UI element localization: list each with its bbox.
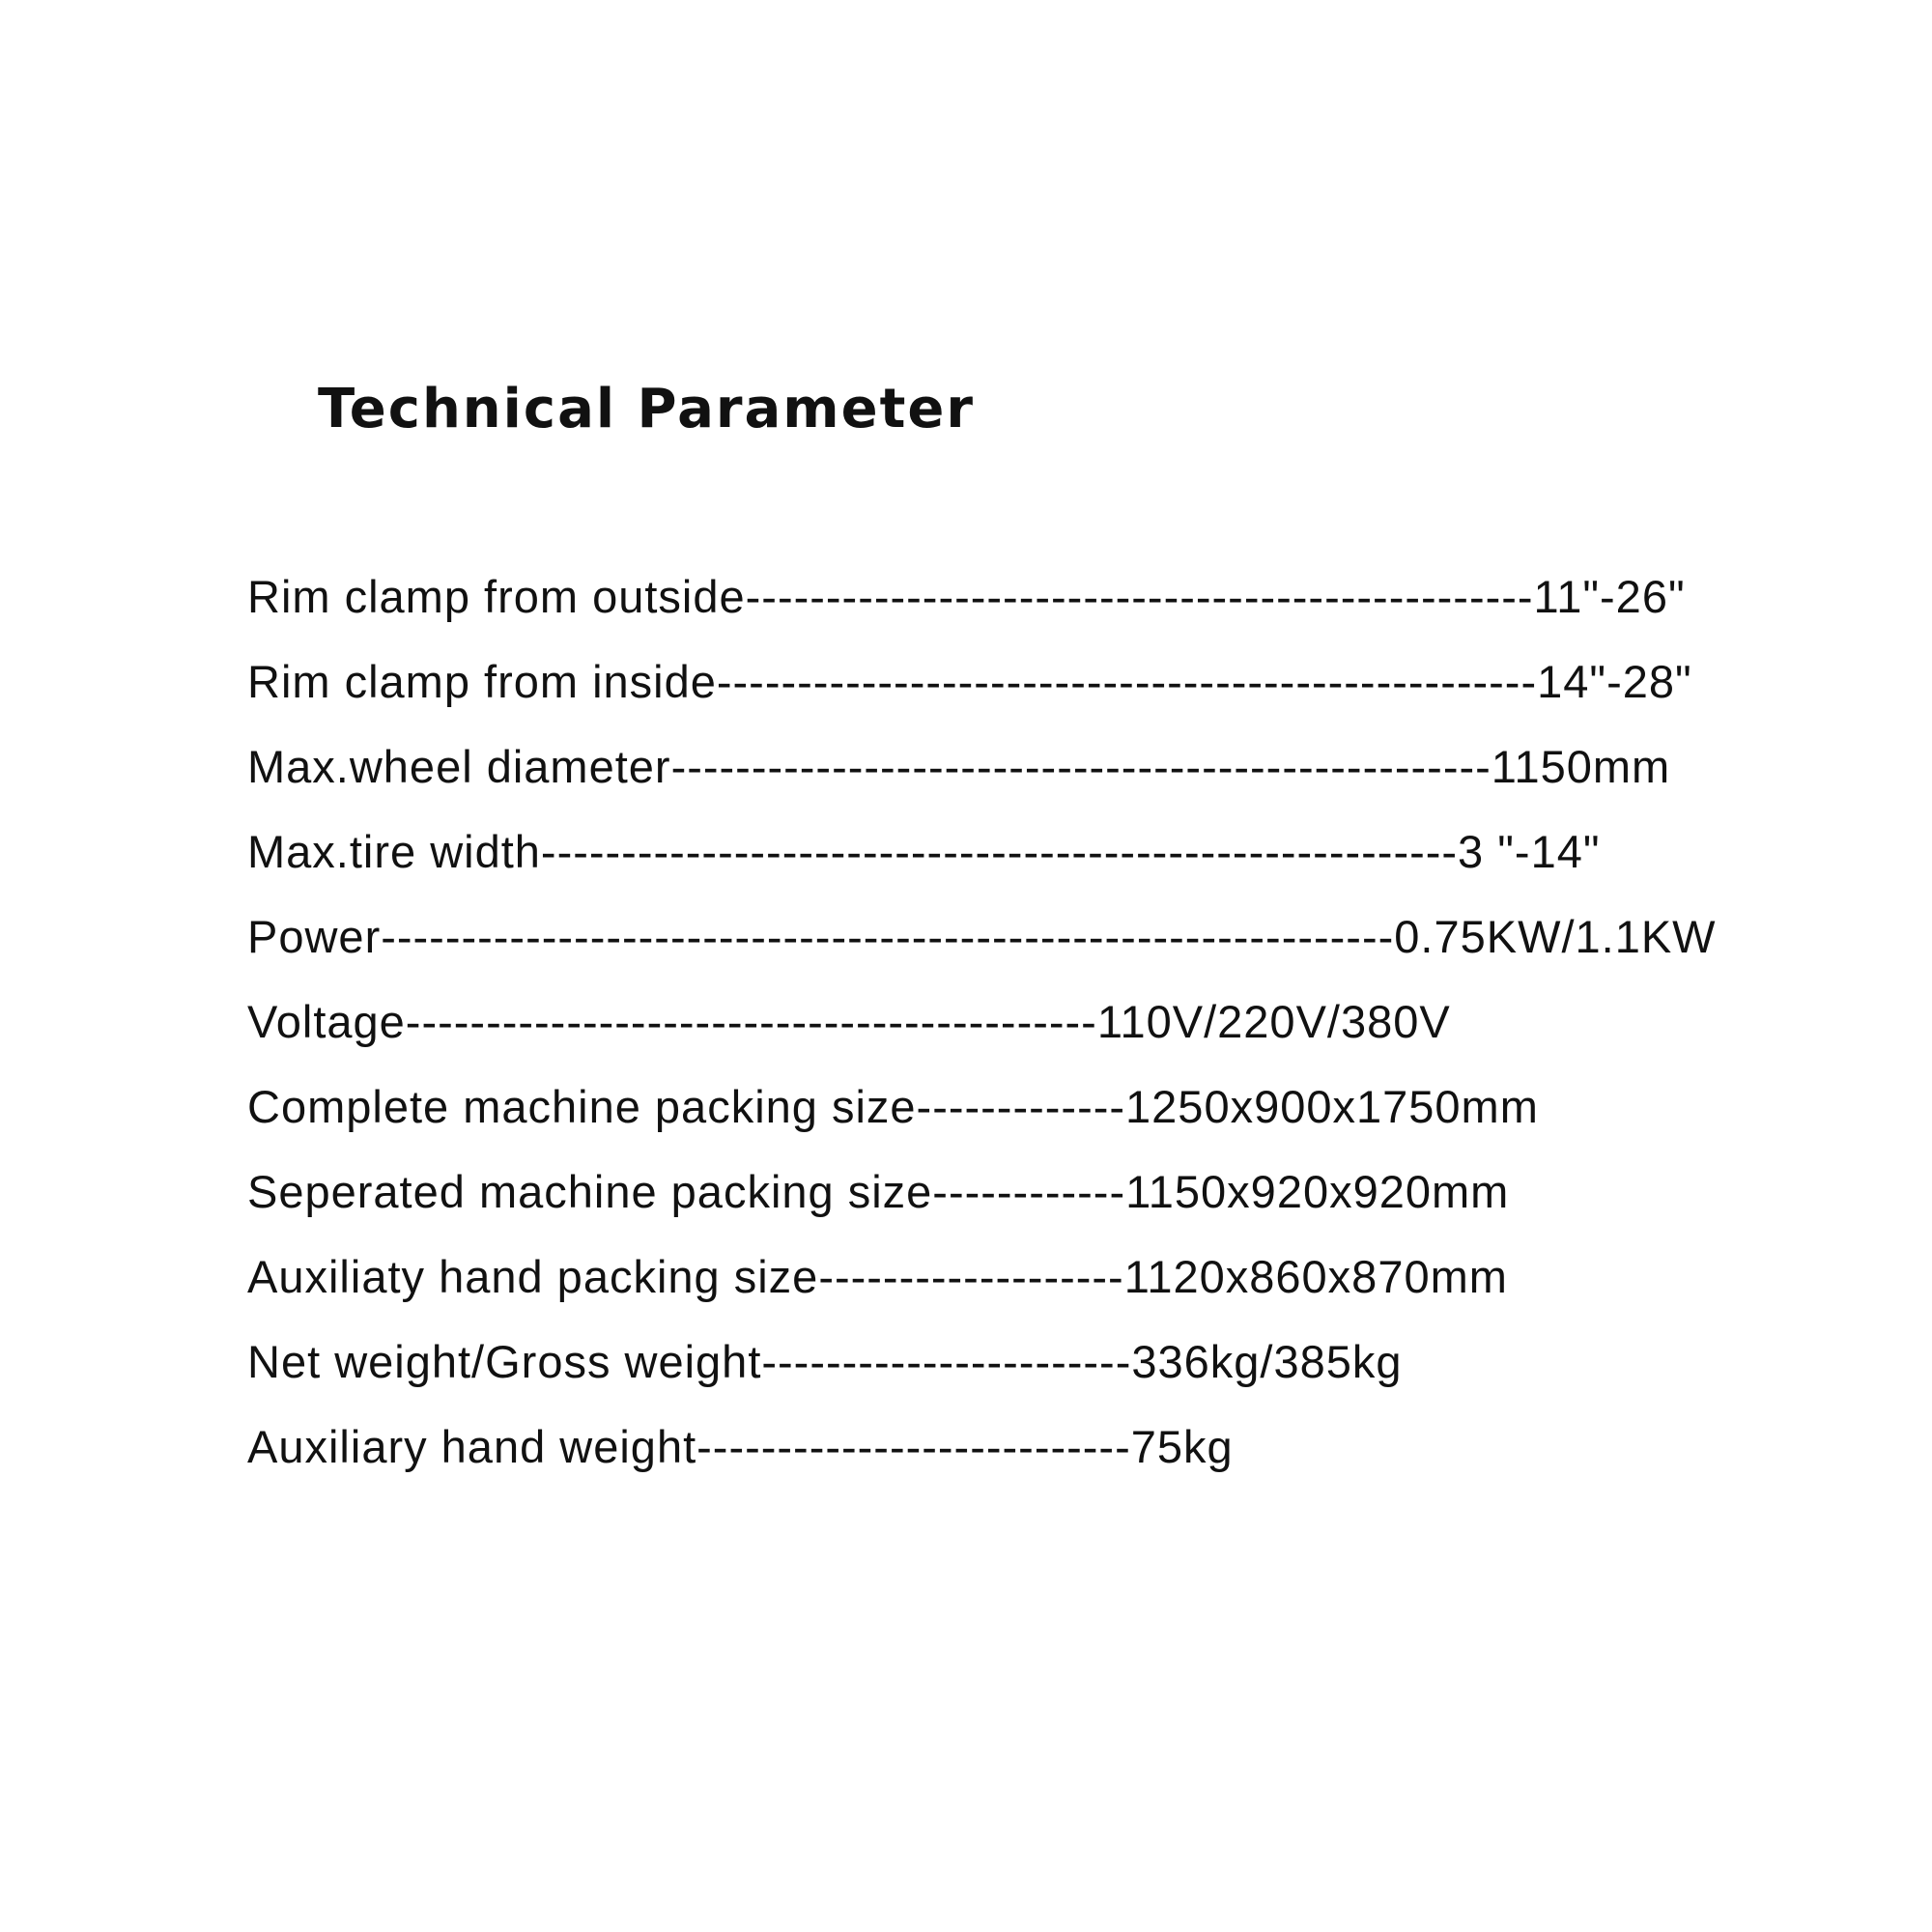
param-rim-clamp-outside: Rim clamp from outside-------------------------------------------------11"-26" [247,571,1686,622]
parameter-list [247,564,1717,1499]
param-complete-packing-size: Complete machine packing size-------------1250x900x1750mm [247,1081,1539,1132]
param-rim-clamp-inside: Rim clamp from inside---------------------------------------------------14"-28" [247,656,1692,707]
param-max-tire-width: Max.tire width---------------------------------------------------------3 "-14" [247,826,1601,877]
page-title: Technical Parameter [318,378,975,440]
param-separated-packing-size: Seperated machine packing size------------1150x920x920mm [247,1166,1510,1217]
param-auxiliary-hand-packing-size: Auxiliaty hand packing size-------------------1120x860x870mm [247,1251,1508,1302]
param-max-wheel-diameter: Max.wheel diameter---------------------------------------------------1150mm [247,741,1671,792]
param-net-gross-weight: Net weight/Gross weight-----------------------336kg/385kg [247,1336,1403,1387]
param-auxiliary-hand-weight: Auxiliary hand weight---------------------------75kg [247,1421,1234,1472]
param-power: Power---------------------------------------------------------------0.75KW/1.1KW [247,911,1717,962]
param-voltage: Voltage-------------------------------------------110V/220V/380V [247,996,1451,1047]
